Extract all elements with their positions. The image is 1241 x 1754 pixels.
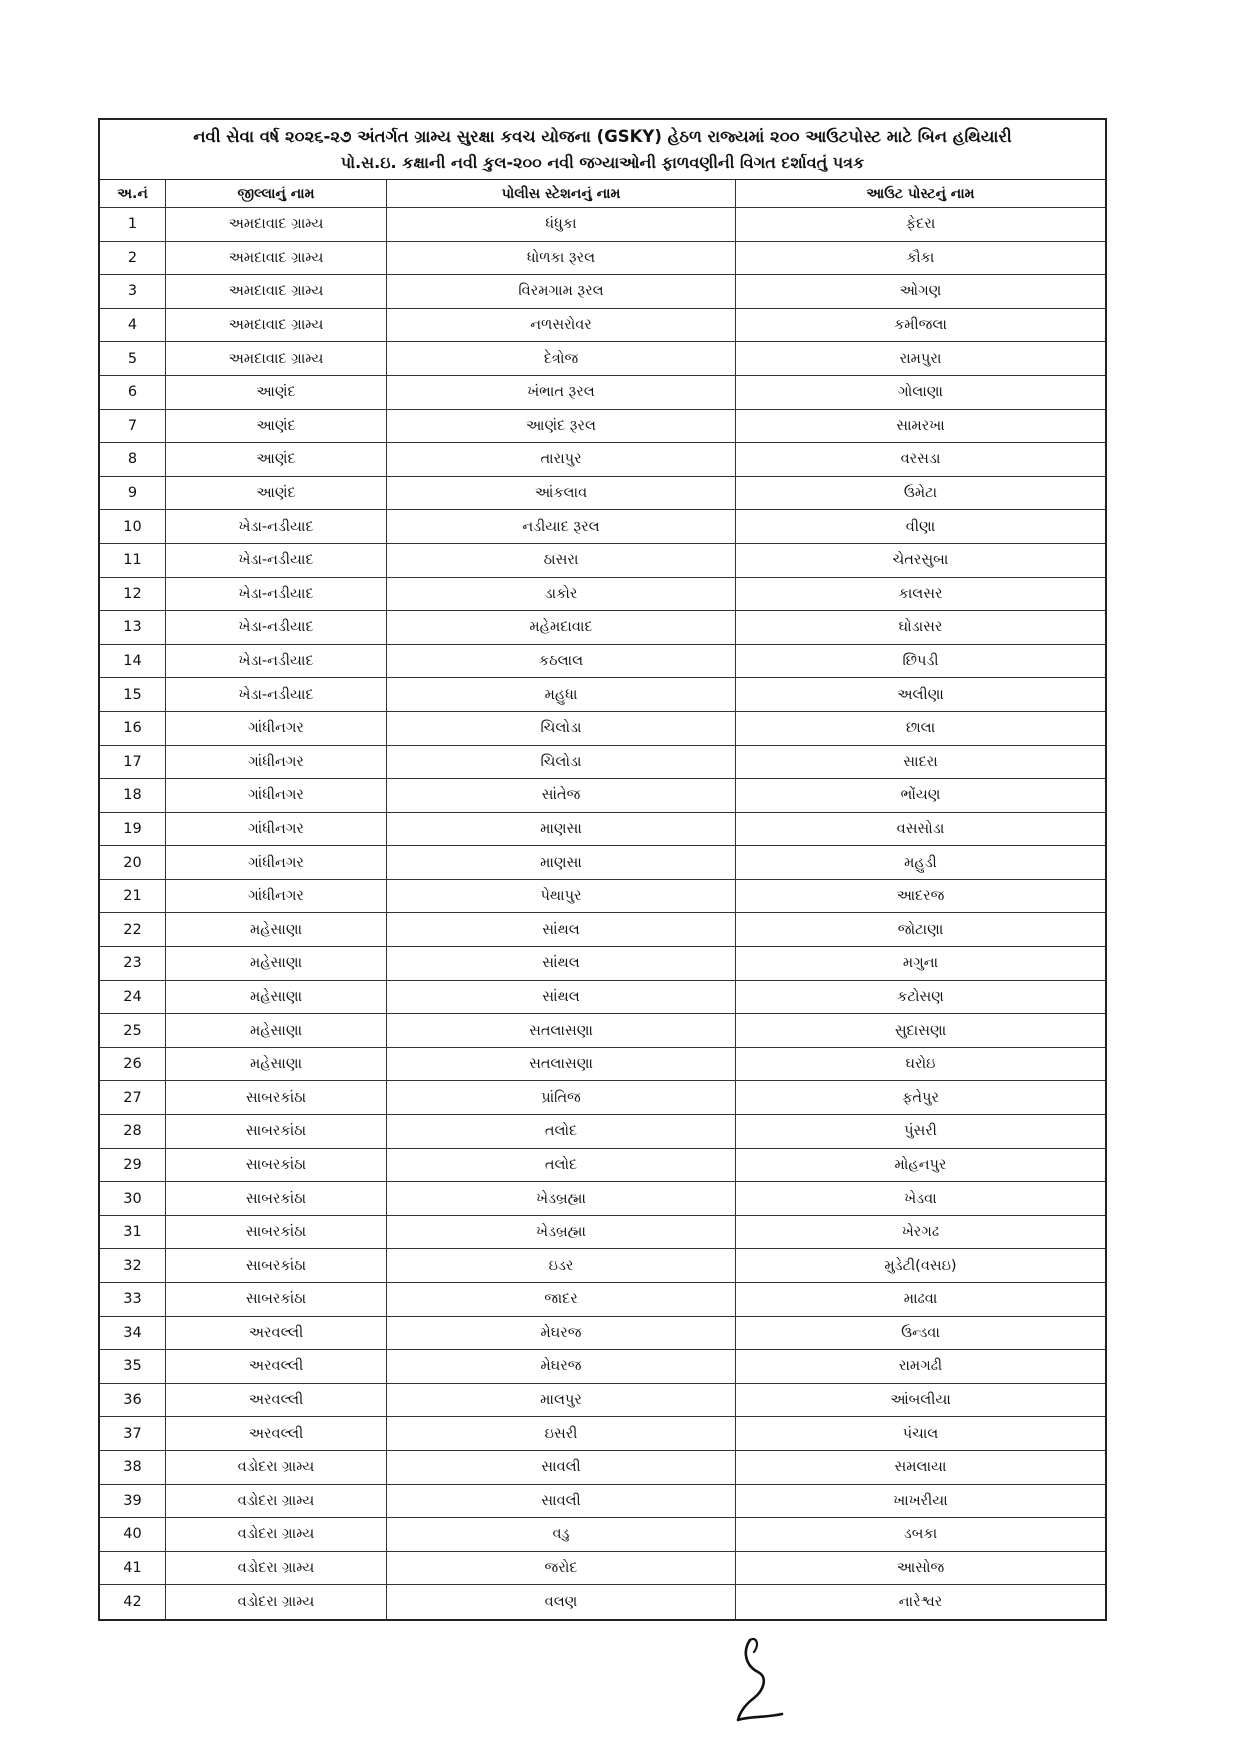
- header-district: જીલ્લાનું નામ: [166, 180, 387, 207]
- outpost-cell: ઘરોઇ: [905, 1056, 936, 1073]
- serial-cell: 31: [100, 1216, 166, 1249]
- header-outpost: આઉટ પોસ્ટનું નામ: [866, 185, 975, 202]
- outpost-cell: અલીણા: [897, 686, 944, 703]
- table-body: [100, 208, 1105, 1619]
- police-station-cell: સાવલી: [387, 1485, 736, 1518]
- district-cell: આણંદ: [166, 410, 387, 443]
- table-row: [100, 342, 1105, 376]
- table-row: [100, 1283, 1105, 1317]
- outpost-cell: ભોંયણ: [900, 787, 941, 804]
- table-row: [100, 1451, 1105, 1485]
- outpost-cell: છિપડી: [902, 653, 939, 670]
- table-row: [100, 1081, 1105, 1115]
- table-row: [100, 1014, 1105, 1048]
- district-cell: મહેસાણા: [166, 947, 387, 980]
- serial-cell: 10: [100, 510, 166, 543]
- serial-cell: 20: [100, 846, 166, 879]
- table-row: [100, 846, 1105, 880]
- serial-cell: 34: [100, 1317, 166, 1350]
- police-station-cell: પેથાપુર: [387, 880, 736, 913]
- district-cell: વડોદરા ગ્રામ્ય: [166, 1552, 387, 1585]
- handwritten-signature: [720, 1632, 800, 1732]
- police-station-cell: ખેડબ્રહ્મા: [387, 1182, 736, 1215]
- serial-cell: 28: [100, 1115, 166, 1148]
- district-cell: ગાંધીનગર: [166, 779, 387, 812]
- district-cell: ગાંધીનગર: [166, 746, 387, 779]
- table-row: [100, 1485, 1105, 1519]
- serial-cell: 18: [100, 779, 166, 812]
- district-cell: અમદાવાદ ગ્રામ્ય: [166, 242, 387, 275]
- serial-cell: 15: [100, 678, 166, 711]
- district-cell: ગાંધીનગર: [166, 846, 387, 879]
- police-station-cell: ડાકોર: [387, 578, 736, 611]
- police-station-cell: નડીયાદ રૂરલ: [387, 510, 736, 543]
- serial-cell: 11: [100, 544, 166, 577]
- outpost-cell: જોટાણા: [897, 921, 944, 938]
- district-cell: સાબરકાંઠા: [166, 1182, 387, 1215]
- outpost-cell: મુડેટી(વસઇ): [884, 1257, 957, 1274]
- outpost-cell: વરસડા: [900, 451, 941, 468]
- district-cell: મહેસાણા: [166, 1048, 387, 1081]
- district-cell: સાબરકાંઠા: [166, 1081, 387, 1114]
- outpost-cell: કૌકા: [906, 249, 935, 266]
- outpost-allocation-table: [98, 118, 1107, 1621]
- serial-cell: 24: [100, 981, 166, 1014]
- outpost-cell: ખાખરીયા: [893, 1492, 948, 1509]
- serial-cell: 39: [100, 1485, 166, 1518]
- district-cell: વડોદરા ગ્રામ્ય: [166, 1585, 387, 1619]
- outpost-cell: ઉન્ડવા: [901, 1324, 940, 1341]
- police-station-cell: સતલાસણા: [387, 1014, 736, 1047]
- serial-cell: 41: [100, 1552, 166, 1585]
- serial-cell: 36: [100, 1384, 166, 1417]
- table-row: [100, 779, 1105, 813]
- serial-cell: 19: [100, 813, 166, 846]
- outpost-cell: પંચાલ: [902, 1425, 939, 1442]
- serial-cell: 5: [100, 342, 166, 375]
- outpost-cell: ઉમેટા: [903, 485, 938, 502]
- outpost-cell: ફેદરા: [905, 216, 936, 233]
- table-row: [100, 510, 1105, 544]
- table-row: [100, 275, 1105, 309]
- police-station-cell: ઇડર: [387, 1249, 736, 1282]
- police-station-cell: વિરમગામ રૂરલ: [387, 275, 736, 308]
- police-station-cell: વલણ: [387, 1585, 736, 1619]
- table-row: [100, 1518, 1105, 1552]
- outpost-cell: પુંસરી: [904, 1123, 937, 1140]
- serial-cell: 23: [100, 947, 166, 980]
- police-station-cell: માણસા: [387, 813, 736, 846]
- serial-cell: 32: [100, 1249, 166, 1282]
- police-station-cell: દેત્રોજ: [387, 342, 736, 375]
- serial-cell: 9: [100, 477, 166, 510]
- table-row: [100, 813, 1105, 847]
- district-cell: ખેડા-નડીયાદ: [166, 544, 387, 577]
- district-cell: અમદાવાદ ગ્રામ્ય: [166, 208, 387, 241]
- police-station-cell: જરોદ: [387, 1552, 736, 1585]
- district-cell: મહેસાણા: [166, 913, 387, 946]
- district-cell: મહેસાણા: [166, 981, 387, 1014]
- table-row: [100, 1149, 1105, 1183]
- table-row: [100, 1216, 1105, 1250]
- police-station-cell: ઠાસરા: [387, 544, 736, 577]
- serial-cell: 7: [100, 410, 166, 443]
- serial-cell: 29: [100, 1149, 166, 1182]
- table-row: [100, 981, 1105, 1015]
- district-cell: અમદાવાદ ગ્રામ્ય: [166, 342, 387, 375]
- table-row: [100, 443, 1105, 477]
- table-row: [100, 1585, 1105, 1619]
- table-title: [100, 120, 1105, 180]
- outpost-cell: નારેશ્વર: [898, 1594, 943, 1611]
- police-station-cell: આંકલાવ: [387, 477, 736, 510]
- police-station-cell: સાવલી: [387, 1451, 736, 1484]
- outpost-cell: કટોસણ: [897, 988, 944, 1005]
- table-row: [100, 947, 1105, 981]
- outpost-cell: છાલા: [905, 720, 936, 737]
- serial-cell: 38: [100, 1451, 166, 1484]
- police-station-cell: ચિલોડા: [387, 746, 736, 779]
- serial-cell: 25: [100, 1014, 166, 1047]
- outpost-cell: ચેતરસુબા: [892, 552, 949, 569]
- outpost-cell: રામગઢી: [898, 1358, 943, 1375]
- table-row: [100, 1384, 1105, 1418]
- district-cell: મહેસાણા: [166, 1014, 387, 1047]
- title-line-2: પો.સ.ઇ. કક્ષાની નવી કુલ-૨૦૦ નવી જગ્યાઓની ફાળવણીની વિગત દર્શાવતું પત્રક: [340, 153, 865, 172]
- police-station-cell: કઠલાલ: [387, 645, 736, 678]
- serial-cell: 27: [100, 1081, 166, 1114]
- police-station-cell: સાંતેજ: [387, 779, 736, 812]
- outpost-cell: સાદરા: [903, 753, 938, 770]
- table-row: [100, 1048, 1105, 1082]
- table-row: [100, 477, 1105, 511]
- outpost-cell: મહુડી: [904, 854, 937, 871]
- police-station-cell: ધંધુકા: [387, 208, 736, 241]
- police-station-cell: સતલાસણા: [387, 1048, 736, 1081]
- outpost-cell: આસોજ: [896, 1560, 945, 1577]
- table-row: [100, 578, 1105, 612]
- serial-cell: 35: [100, 1350, 166, 1383]
- table-row: [100, 1417, 1105, 1451]
- outpost-cell: સામરખા: [896, 417, 945, 434]
- table-row: [100, 1249, 1105, 1283]
- outpost-cell: માઢવા: [903, 1291, 938, 1308]
- district-cell: ગાંધીનગર: [166, 880, 387, 913]
- police-station-cell: વડુ: [387, 1518, 736, 1551]
- title-line-1: નવી સેવા વર્ષ ૨૦૨૬-૨૭ અંતર્ગત ગ્રામ્ય સુરક્ષા કવચ યોજના (GSKY) હેઠળ રાજ્યમાં ૨૦૦ આઉટપોસ્ટ માટે બિન હથિયારી: [193, 127, 1012, 146]
- district-cell: સાબરકાંઠા: [166, 1149, 387, 1182]
- serial-cell: 17: [100, 746, 166, 779]
- header-police-station: પોલીસ સ્ટેશનનું નામ: [387, 180, 736, 207]
- outpost-cell: સમલાયા: [894, 1459, 947, 1476]
- district-cell: વડોદરા ગ્રામ્ય: [166, 1518, 387, 1551]
- police-station-cell: મેઘરજ: [387, 1317, 736, 1350]
- serial-cell: 16: [100, 712, 166, 745]
- serial-cell: 30: [100, 1182, 166, 1215]
- outpost-cell: રામપુરા: [899, 350, 942, 367]
- outpost-cell: ફતેપુર: [902, 1089, 939, 1106]
- table-row: [100, 1182, 1105, 1216]
- serial-cell: 3: [100, 275, 166, 308]
- outpost-cell: ખેડવા: [904, 1190, 937, 1207]
- district-cell: વડોદરા ગ્રામ્ય: [166, 1451, 387, 1484]
- district-cell: અરવલ્લી: [166, 1417, 387, 1450]
- police-station-cell: મહેમદાવાદ: [387, 611, 736, 644]
- serial-cell: 21: [100, 880, 166, 913]
- police-station-cell: ઇસરી: [387, 1417, 736, 1450]
- serial-cell: 26: [100, 1048, 166, 1081]
- table-header-row: [100, 180, 1105, 208]
- police-station-cell: સાંથલ: [387, 981, 736, 1014]
- police-station-cell: આણંદ રૂરલ: [387, 410, 736, 443]
- table-row: [100, 1317, 1105, 1351]
- table-row: [100, 208, 1105, 242]
- serial-cell: 37: [100, 1417, 166, 1450]
- district-cell: ખેડા-નડીયાદ: [166, 611, 387, 644]
- outpost-cell: કમીજલા: [894, 317, 947, 334]
- district-cell: અમદાવાદ ગ્રામ્ય: [166, 275, 387, 308]
- police-station-cell: મહુધા: [387, 678, 736, 711]
- table-row: [100, 746, 1105, 780]
- police-station-cell: ખેડબ્રહ્મા: [387, 1216, 736, 1249]
- outpost-cell: સુદાસણા: [894, 1022, 947, 1039]
- police-station-cell: ધોળકા રૂરલ: [387, 242, 736, 275]
- district-cell: આણંદ: [166, 376, 387, 409]
- police-station-cell: મેઘરજ: [387, 1350, 736, 1383]
- table-row: [100, 1115, 1105, 1149]
- table-row: [100, 309, 1105, 343]
- table-row: [100, 611, 1105, 645]
- table-row: [100, 645, 1105, 679]
- district-cell: ખેડા-નડીયાદ: [166, 645, 387, 678]
- table-row: [100, 544, 1105, 578]
- header-serial: અ.નં: [100, 180, 166, 207]
- serial-cell: 14: [100, 645, 166, 678]
- serial-cell: 4: [100, 309, 166, 342]
- outpost-cell: ખેરગઢ: [901, 1224, 940, 1241]
- serial-cell: 22: [100, 913, 166, 946]
- police-station-cell: ચિલોડા: [387, 712, 736, 745]
- outpost-cell: ગોલાણા: [898, 384, 943, 401]
- district-cell: સાબરકાંઠા: [166, 1115, 387, 1148]
- police-station-cell: નળસરોવર: [387, 309, 736, 342]
- outpost-cell: કાલસર: [898, 585, 943, 602]
- serial-cell: 6: [100, 376, 166, 409]
- serial-cell: 8: [100, 443, 166, 476]
- police-station-cell: તલોદ: [387, 1115, 736, 1148]
- outpost-cell: ડબકા: [903, 1526, 938, 1543]
- district-cell: અરવલ્લી: [166, 1384, 387, 1417]
- district-cell: અરવલ્લી: [166, 1317, 387, 1350]
- district-cell: સાબરકાંઠા: [166, 1283, 387, 1316]
- district-cell: અરવલ્લી: [166, 1350, 387, 1383]
- district-cell: ગાંધીનગર: [166, 813, 387, 846]
- outpost-cell: ઘોડાસર: [898, 619, 943, 636]
- table-row: [100, 712, 1105, 746]
- police-station-cell: સાંથલ: [387, 947, 736, 980]
- serial-cell: 2: [100, 242, 166, 275]
- district-cell: આણંદ: [166, 477, 387, 510]
- district-cell: ખેડા-નડીયાદ: [166, 510, 387, 543]
- police-station-cell: ખંભાત રૂરલ: [387, 376, 736, 409]
- police-station-cell: સાંથલ: [387, 913, 736, 946]
- district-cell: સાબરકાંઠા: [166, 1216, 387, 1249]
- table-row: [100, 913, 1105, 947]
- table-row: [100, 242, 1105, 276]
- table-row: [100, 678, 1105, 712]
- serial-cell: 1: [100, 208, 166, 241]
- district-cell: ગાંધીનગર: [166, 712, 387, 745]
- district-cell: વડોદરા ગ્રામ્ય: [166, 1485, 387, 1518]
- outpost-cell: ઓગણ: [899, 283, 942, 300]
- serial-cell: 42: [100, 1585, 166, 1619]
- outpost-cell: વસસોડા: [896, 820, 945, 837]
- district-cell: સાબરકાંઠા: [166, 1249, 387, 1282]
- table-row: [100, 1552, 1105, 1586]
- district-cell: અમદાવાદ ગ્રામ્ય: [166, 309, 387, 342]
- outpost-cell: વીણા: [905, 518, 936, 535]
- outpost-cell: આંબલીયા: [890, 1392, 951, 1409]
- district-cell: આણંદ: [166, 443, 387, 476]
- serial-cell: 33: [100, 1283, 166, 1316]
- police-station-cell: માલપુર: [387, 1384, 736, 1417]
- serial-cell: 40: [100, 1518, 166, 1551]
- police-station-cell: તલોદ: [387, 1149, 736, 1182]
- serial-cell: 12: [100, 578, 166, 611]
- outpost-cell: મોહનપુર: [894, 1156, 947, 1173]
- police-station-cell: તારાપુર: [387, 443, 736, 476]
- table-row: [100, 880, 1105, 914]
- police-station-cell: પ્રાંતિજ: [387, 1081, 736, 1114]
- serial-cell: 13: [100, 611, 166, 644]
- table-row: [100, 376, 1105, 410]
- table-row: [100, 1350, 1105, 1384]
- table-row: [100, 410, 1105, 444]
- police-station-cell: જાદર: [387, 1283, 736, 1316]
- district-cell: ખેડા-નડીયાદ: [166, 678, 387, 711]
- outpost-cell: મગુના: [902, 955, 939, 972]
- district-cell: ખેડા-નડીયાદ: [166, 578, 387, 611]
- outpost-cell: આદરજ: [896, 888, 945, 905]
- police-station-cell: માણસા: [387, 846, 736, 879]
